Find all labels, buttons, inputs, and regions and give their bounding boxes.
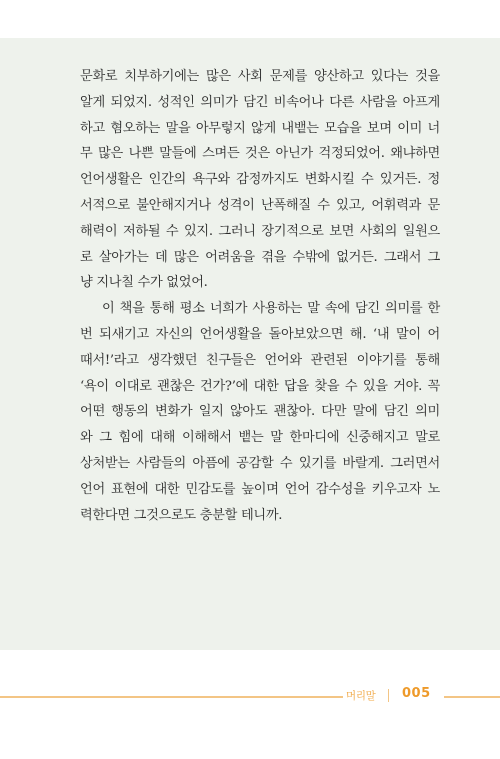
text-line: 언어생활은 인간의 욕구와 감정까지도 변화시킬 수 있거든. 정 xyxy=(80,172,440,188)
footer-separator xyxy=(388,689,389,702)
text-line: 언어 표현에 대한 민감도를 높이며 언어 감수성을 키우고자 노 xyxy=(80,481,440,497)
footer-rule-left xyxy=(0,696,343,698)
text-line: 서적으로 불안해지거나 성격이 난폭해질 수 있고, 어휘력과 문 xyxy=(80,197,440,213)
text-line: 력한다면 그것으로도 충분할 테니까. xyxy=(80,507,283,523)
text-line: 때서!’라고 생각했던 친구들은 언어와 관련된 이야기를 통해 xyxy=(80,352,440,368)
text-line: 무 많은 나쁜 말들에 스며든 것은 아닌가 걱정되었어. 왜냐하면 xyxy=(80,146,440,162)
page-footer xyxy=(0,686,500,706)
text-line: 상처받는 사람들의 아픔에 공감할 수 있기를 바랄게. 그러면서 xyxy=(80,455,440,471)
text-line: 하고 혐오하는 말을 아무렇지 않게 내뱉는 모습을 보며 이미 너 xyxy=(80,120,440,136)
text-line: 번 되새기고 자신의 언어생활을 돌아보았으면 해. ‘내 말이 어 xyxy=(80,326,440,342)
body-text xyxy=(80,64,440,528)
text-line: 냥 지나칠 수가 없었어. xyxy=(80,275,208,291)
text-line: 알게 되었지. 성적인 의미가 담긴 비속어나 다른 사람을 아프게 xyxy=(80,94,440,110)
text-line: 문화로 치부하기에는 많은 사회 문제를 양산하고 있다는 것을 xyxy=(80,69,440,84)
text-line: ‘욕이 이대로 괜찮은 건가?’에 대한 답을 찾을 수 있을 거야. 꼭 xyxy=(80,378,440,394)
section-label: 머리말 xyxy=(346,690,376,702)
paragraph-1 xyxy=(80,64,440,296)
paragraph-2 xyxy=(80,296,440,528)
text-line: 해력이 저하될 수 있지. 그러니 장기적으로 보면 사회의 일원으 xyxy=(80,223,440,239)
text-line: 이 책을 통해 평소 너희가 사용하는 말 속에 담긴 의미를 한 xyxy=(102,301,440,317)
page-number: 005 xyxy=(402,686,431,701)
footer-rule-right xyxy=(444,696,500,698)
text-line: 와 그 힘에 대해 이해해서 뱉는 말 한마디에 신중해지고 말로 xyxy=(80,430,440,446)
text-line: 어떤 행동의 변화가 일지 않아도 괜찮아. 다만 말에 담긴 의미 xyxy=(80,404,440,420)
text-line: 로 살아가는 데 많은 어려움을 겪을 수밖에 없거든. 그래서 그 xyxy=(80,249,440,265)
